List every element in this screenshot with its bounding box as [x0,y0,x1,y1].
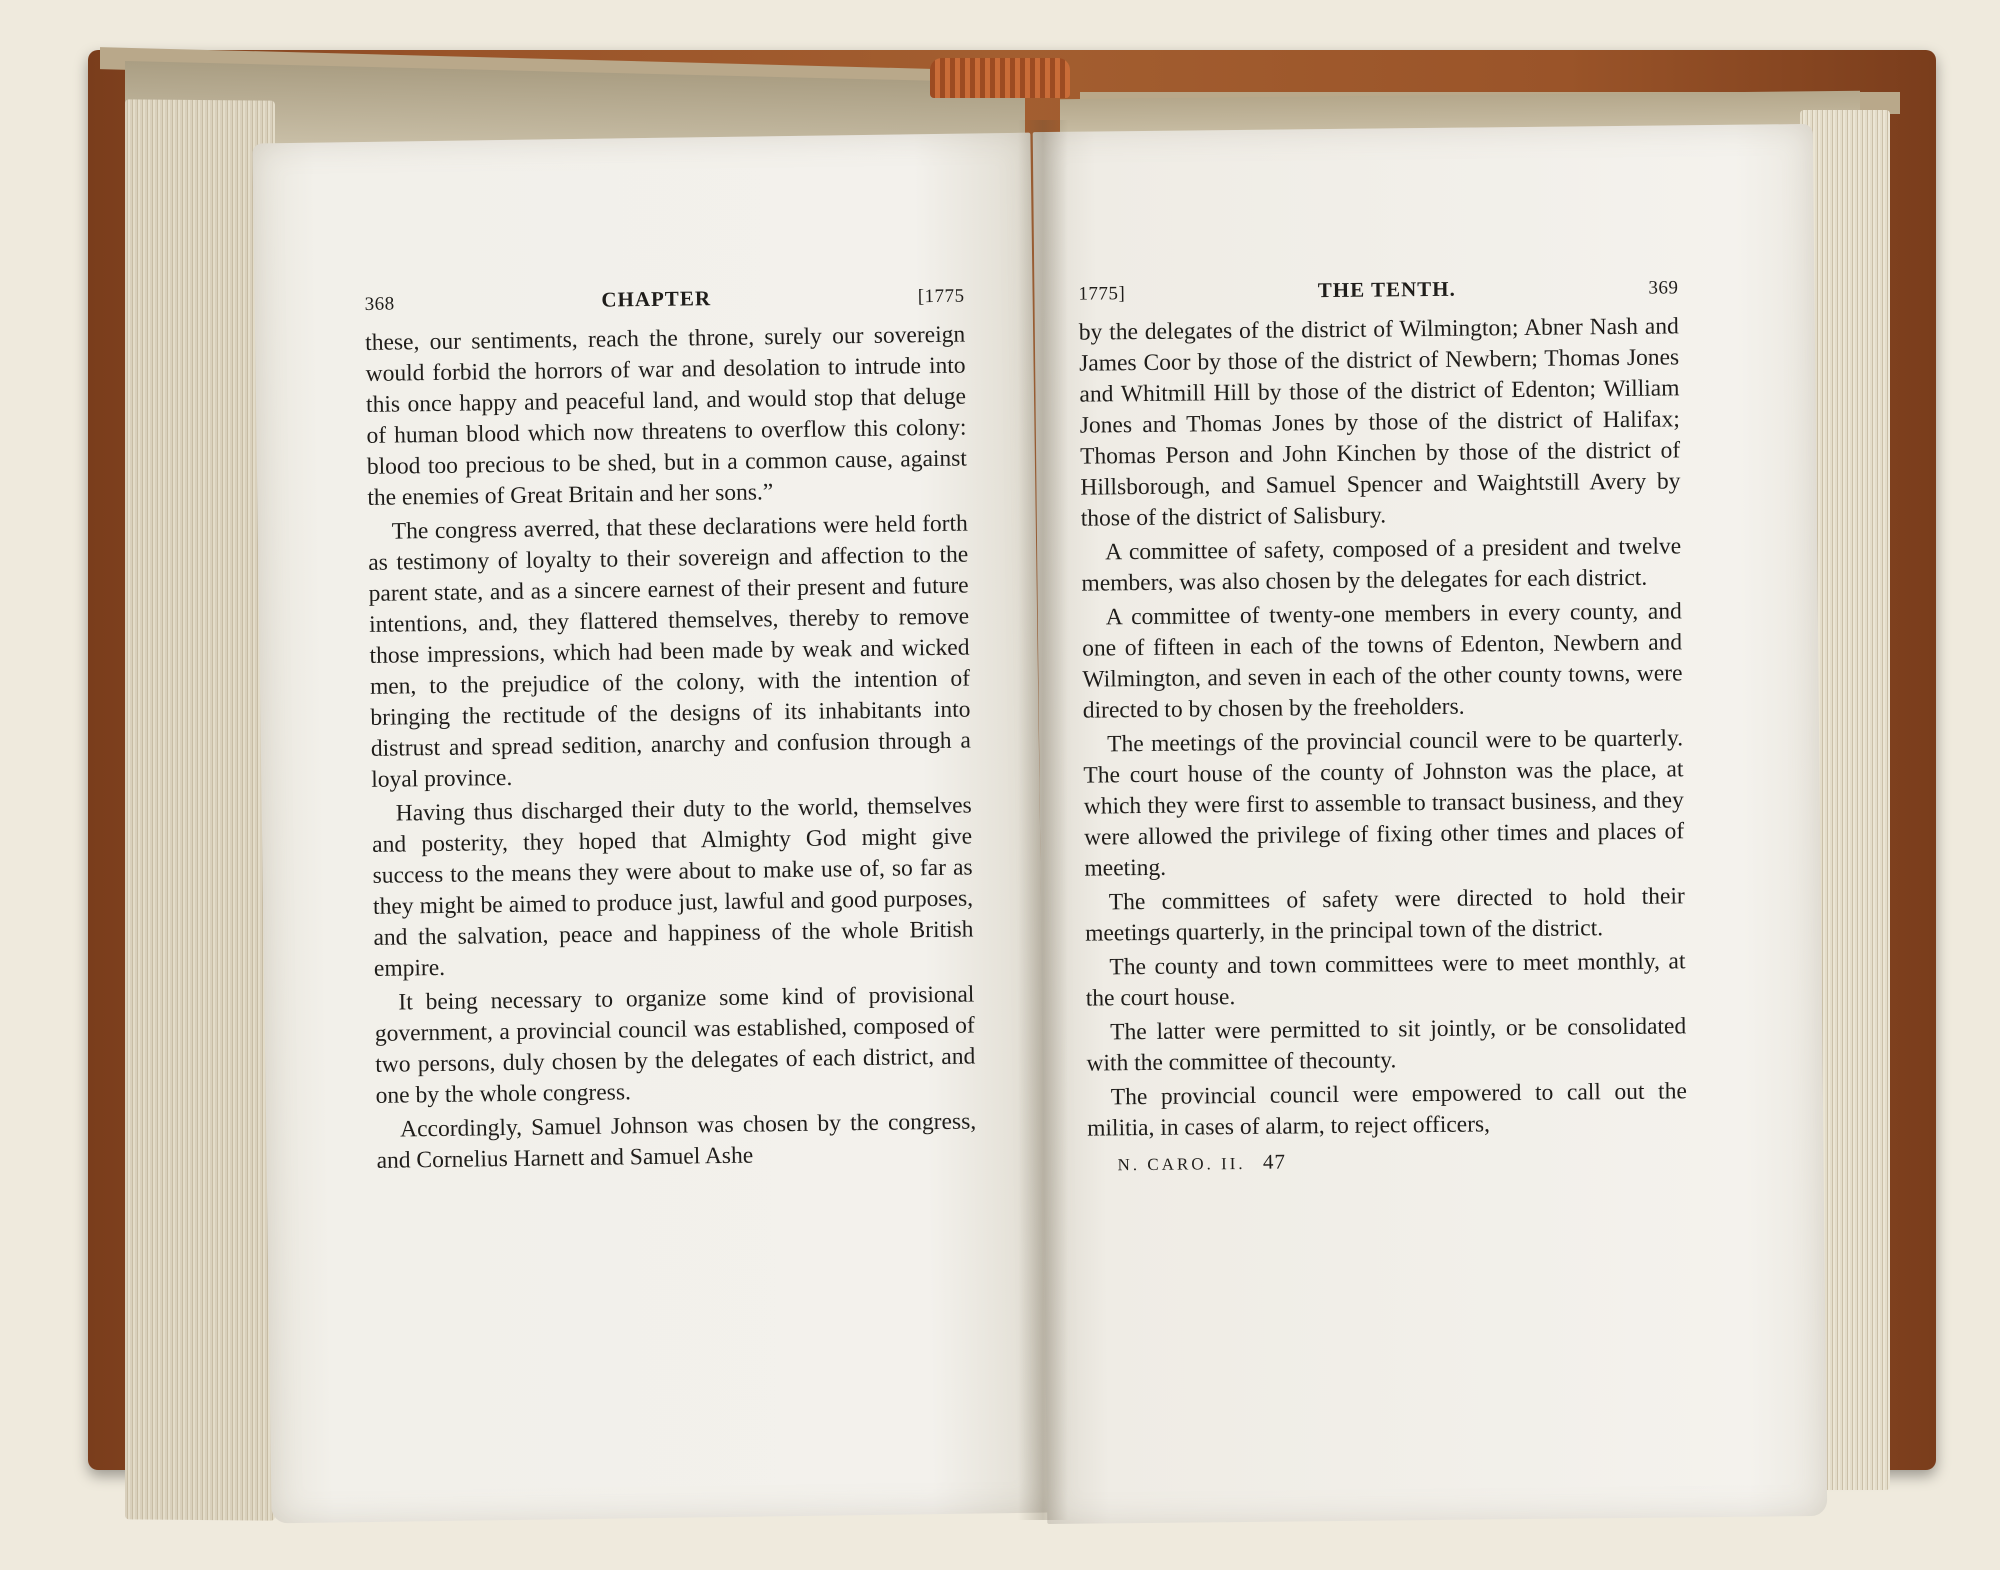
running-title: THE TENTH. [1317,276,1456,303]
year-marker: 1775] [1078,283,1126,305]
page-number: 369 [1648,277,1679,299]
book-gutter [1018,120,1068,1520]
signature-mark [1087,1142,1687,1180]
right-page-content [1078,271,1687,1180]
page-number: 368 [364,293,395,315]
paragraph: The committees of safety were directed to hold their meetings quarterly, in the principal town of the district. [1084,883,1685,947]
right-page-header [1078,271,1678,309]
paragraph: by the delegates of the district of Wilmington; Abner Nash and James Coor by those of the district of Newbern; Thomas Jones and Whitmill Hill by those of the district of Edenton; William Jones and Thomas Jones by those of the district of Halifax; Thomas Person and John Kinchen by those of the district of Hillsborough, and Samuel Spencer and Waightstill Avery by those of the district of Salisbury. [1078,313,1681,532]
paragraph: The congress averred, that these declarations were held forth as testimony of loyalty to their sovereign and affection to the parent state, and as a sincere earnest of their present and future intentions, and, they flattered themselves, thereby to remove those impressions, which had been made by weak and wicked men, to the prejudice of the colony, with the intention of bringing the rectitude of the designs of its inhabitants into distrust and spread sedition, anarchy and confusion through a loyal province. [368,510,971,793]
paragraph: The latter were permitted to sit jointly, or be consolidated with the committee of thecounty. [1086,1013,1687,1077]
running-title: CHAPTER [601,286,712,312]
left-page [252,133,1049,1524]
paragraph: A committee of safety, composed of a president and twelve members, was also chosen by the delegates for each district. [1081,533,1682,597]
paragraph: The meetings of the provincial council were to be quarterly. The court house of the county of Johnston was the place, at which they were first to assemble to transact business, and they were allowed the privilege of fixing other times and places of meeting. [1083,725,1685,882]
paragraph: these, our sentiments, reach the throne, surely our sovereign would forbid the horrors of war and desolation to intrude into this once happy and peaceful land, and would stop that deluge of human blood which now threatens to overflow this colony: blood too precious to be shed, but in a common cause, against the enemies of Great Britain and her sons.” [365,321,968,511]
signature-number: 47 [1262,1149,1286,1174]
right-page [1033,124,1828,1524]
year-marker: [1775 [917,285,965,308]
paragraph: A committee of twenty-one members in every county, and one of fifteen in each of the towns of Edenton, Newbern and Wilmington, and seven in each of the other county towns, were directed to by chosen by the freeholders. [1082,598,1683,724]
left-page-header [364,280,964,320]
paragraph: The county and town committees were to meet monthly, at the court house. [1085,948,1686,1012]
paragraph: Accordingly, Samuel Johnson was chosen by the congress, and Cornelius Harnett and Samuel Ashe [376,1108,977,1174]
spine-headband [930,58,1070,98]
left-page-content [364,280,976,1180]
paragraph: Having thus discharged their duty to the world, themselves and posterity, they hoped that Almighty God might give success to the means they were about to make use of, so far as they might be aimed to produce just, lawful and good purposes, and the salvation, peace and happiness of the whole British empire. [372,792,974,982]
paragraph: It being necessary to organize some kind of provisional government, a provincial council was established, composed of two persons, duly chosen by the delegates of each district, and one by the whole congress. [374,981,976,1109]
paragraph: The provincial council were empowered to call out the militia, in cases of alarm, to reject officers, [1087,1078,1687,1142]
signature-text: N. CARO. II. [1117,1153,1246,1175]
page-edges-left [125,99,275,1520]
